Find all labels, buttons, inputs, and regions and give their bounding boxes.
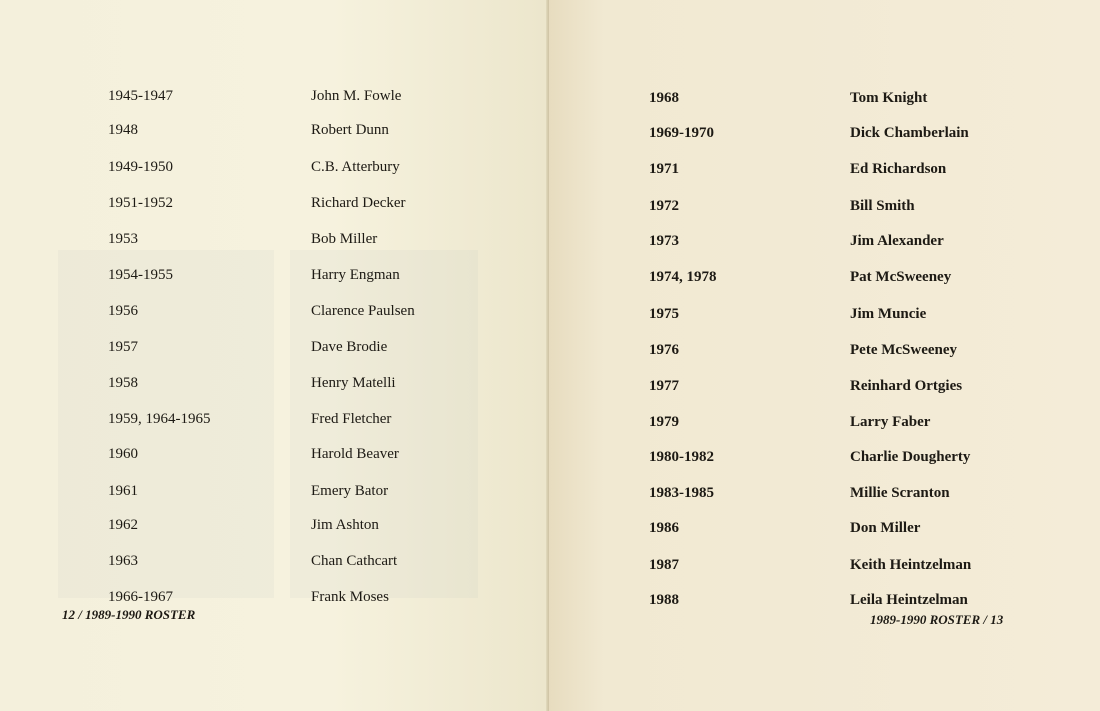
roster-row <box>0 193 549 217</box>
roster-row <box>0 301 549 325</box>
term-years: 1977 <box>649 378 679 394</box>
roster-row <box>549 196 1100 220</box>
term-years: 1949-1950 <box>108 159 173 175</box>
president-name: Jim Muncie <box>850 306 927 322</box>
term-years: 1971 <box>649 161 679 177</box>
president-name: Frank Moses <box>311 589 389 605</box>
president-name: Tom Knight <box>850 90 928 106</box>
president-name: Pete McSweeney <box>850 342 958 358</box>
roster-row <box>549 483 1100 507</box>
roster-row <box>0 515 549 539</box>
president-name: Henry Matelli <box>311 375 396 391</box>
term-years: 1958 <box>108 375 138 391</box>
roster-row <box>549 376 1100 400</box>
president-name: Pat McSweeney <box>850 269 952 285</box>
president-name: Reinhard Ortgies <box>850 378 963 394</box>
term-years: 1972 <box>649 198 679 214</box>
president-name: Leila Heintzelman <box>850 592 968 608</box>
roster-row <box>549 412 1100 436</box>
roster-row <box>549 555 1100 579</box>
term-years: 1980-1982 <box>649 449 714 465</box>
term-years: 1987 <box>649 557 679 573</box>
roster-row <box>549 340 1100 364</box>
term-years: 1986 <box>649 520 679 536</box>
term-years: 1956 <box>108 303 138 319</box>
president-name: Clarence Paulsen <box>311 303 415 319</box>
president-name: Harold Beaver <box>311 446 399 462</box>
roster-row <box>549 159 1100 183</box>
left-page <box>0 0 549 711</box>
president-name: Don Miller <box>850 520 921 536</box>
term-years: 1951-1952 <box>108 195 173 211</box>
president-name: Fred Fletcher <box>311 411 392 427</box>
president-name: Dave Brodie <box>311 339 388 355</box>
term-years: 1957 <box>108 339 138 355</box>
president-name: Robert Dunn <box>311 122 389 138</box>
left-page-footer: 12 / 1989-1990 ROSTER <box>62 607 196 622</box>
term-years: 1976 <box>649 342 679 358</box>
term-years: 1975 <box>649 306 679 322</box>
president-name: Jim Alexander <box>850 233 944 249</box>
right-roster-list <box>549 0 1100 711</box>
roster-row <box>0 229 549 253</box>
roster-row <box>549 304 1100 328</box>
term-years: 1969-1970 <box>649 125 714 141</box>
president-name: Keith Heintzelman <box>850 557 972 573</box>
roster-row <box>549 231 1100 255</box>
left-roster-list <box>0 0 549 711</box>
term-years: 1979 <box>649 414 679 430</box>
roster-row <box>0 86 549 110</box>
term-years: 1962 <box>108 517 138 533</box>
term-years: 1959, 1964-1965 <box>108 411 211 427</box>
roster-row <box>549 123 1100 147</box>
president-name: Emery Bator <box>311 483 389 499</box>
president-name: Dick Chamberlain <box>850 125 969 141</box>
term-years: 1954-1955 <box>108 267 173 283</box>
roster-row <box>0 157 549 181</box>
roster-row <box>549 267 1100 291</box>
roster-row <box>0 337 549 361</box>
term-years: 1973 <box>649 233 679 249</box>
president-name: Millie Scranton <box>850 485 950 501</box>
president-name: Bill Smith <box>850 198 915 214</box>
president-name: Ed Richardson <box>850 161 947 177</box>
president-name: Chan Cathcart <box>311 553 398 569</box>
term-years: 1988 <box>649 592 679 608</box>
roster-row <box>0 373 549 397</box>
president-name: Larry Faber <box>850 414 931 430</box>
president-name: C.B. Atterbury <box>311 159 400 175</box>
roster-row <box>549 88 1100 112</box>
term-years: 1963 <box>108 553 138 569</box>
term-years: 1948 <box>108 122 138 138</box>
roster-row <box>0 409 549 433</box>
roster-row <box>549 518 1100 542</box>
term-years: 1953 <box>108 231 138 247</box>
roster-row <box>0 120 549 144</box>
term-years: 1945-1947 <box>108 88 173 104</box>
president-name: John M. Fowle <box>311 88 402 104</box>
roster-row <box>549 590 1100 614</box>
roster-row <box>0 551 549 575</box>
president-name: Richard Decker <box>311 195 406 211</box>
term-years: 1974, 1978 <box>649 269 717 285</box>
term-years: 1960 <box>108 446 138 462</box>
term-years: 1966-1967 <box>108 589 173 605</box>
president-name: Jim Ashton <box>311 517 379 533</box>
term-years: 1968 <box>649 90 679 106</box>
roster-row <box>549 447 1100 471</box>
roster-row <box>0 481 549 505</box>
president-name: Harry Engman <box>311 267 400 283</box>
right-page <box>549 0 1100 711</box>
term-years: 1983-1985 <box>649 485 714 501</box>
president-name: Bob Miller <box>311 231 378 247</box>
president-name: Charlie Dougherty <box>850 449 971 465</box>
roster-row <box>0 265 549 289</box>
right-page-footer: 1989-1990 ROSTER / 13 <box>870 612 1004 627</box>
roster-row <box>0 444 549 468</box>
term-years: 1961 <box>108 483 138 499</box>
